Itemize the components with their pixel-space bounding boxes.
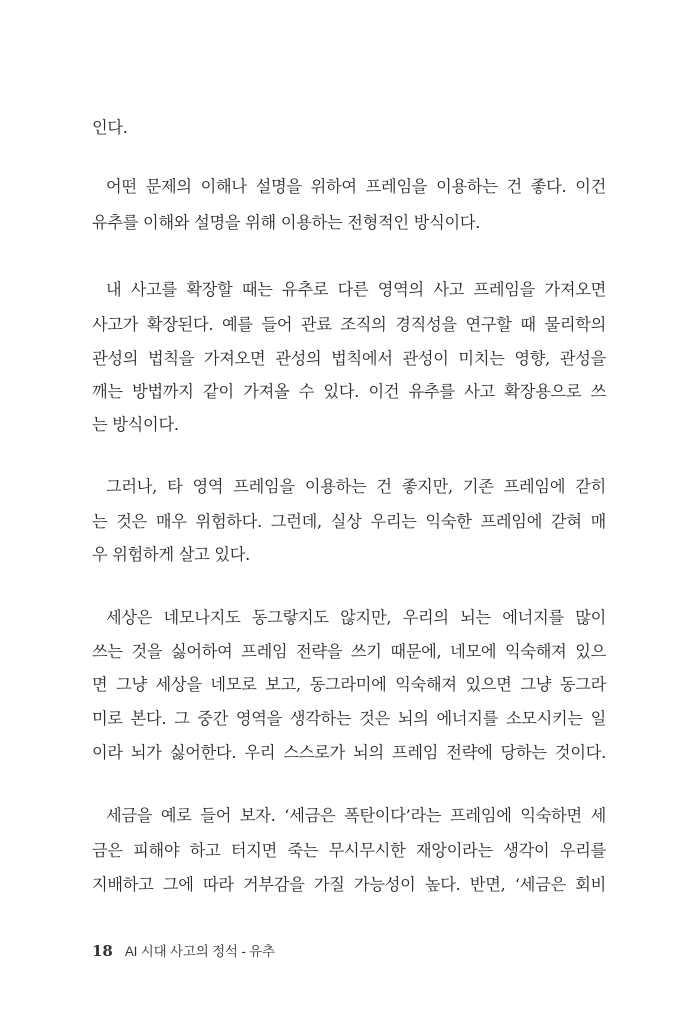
page-number: 18 <box>92 942 113 960</box>
body-line: 어떤 문제의 이해나 설명을 위하여 프레임을 이용하는 건 좋다. 이건 <box>106 177 606 196</box>
running-title: AI 시대 사고의 정석 - 유추 <box>124 944 275 959</box>
body-line: 면 그냥 세상을 네모로 보고, 동그라미에 익숙해져 있으면 그냥 동그라 <box>92 675 606 694</box>
body-line: 내 사고를 확장할 때는 유추로 다른 영역의 사고 프레임을 가져오면 <box>106 280 606 299</box>
body-line: 사고가 확장된다. 예를 들어 관료 조직의 경직성을 연구할 때 물리학의 <box>92 315 606 334</box>
body-line: 유추를 이해와 설명을 위해 이용하는 전형적인 방식이다. <box>92 213 481 232</box>
body-line: 쓰는 것을 싫어하여 프레임 전략을 쓰기 때문에, 네모에 익숙해져 있으 <box>92 642 606 661</box>
body-line: 인다. <box>92 118 128 137</box>
body-line: 관성의 법칙을 가져오면 관성의 법칙에서 관성이 미치는 영향, 관성을 <box>92 349 606 368</box>
body-line: 미로 본다. 그 중간 영역을 생각하는 것은 뇌의 에너지를 소모시키는 일 <box>92 709 606 728</box>
body-line: 지배하고 그에 따라 거부감을 가질 가능성이 높다. 반면, ‘세금은 회비 <box>92 875 606 894</box>
body-line: 세금을 예로 들어 보자. ‘세금은 폭탄이다’라는 프레임에 익숙하면 세 <box>106 806 606 825</box>
page-footer <box>92 940 275 963</box>
body-line: 는 것은 매우 위험하다. 그런데, 실상 우리는 익숙한 프레임에 갇혀 매 <box>92 512 606 531</box>
body-line: 세상은 네모나지도 동그랗지도 않지만, 우리의 뇌는 에너지를 많이 <box>106 608 606 627</box>
body-line: 금은 피해야 하고 터지면 죽는 무시무시한 재앙이라는 생각이 우리를 <box>92 841 606 860</box>
body-line: 그러나, 타 영역 프레임을 이용하는 건 좋지만, 기존 프레임에 갇히 <box>106 477 606 496</box>
body-line: 우 위험하게 살고 있다. <box>92 545 251 564</box>
body-line: 는 방식이다. <box>92 415 179 434</box>
body-line: 깨는 방법까지 같이 가져올 수 있다. 이건 유추를 사고 확장용으로 쓰 <box>92 382 606 401</box>
body-line: 이라 뇌가 싫어한다. 우리 스스로가 뇌의 프레임 전략에 당하는 것이다. <box>92 743 606 762</box>
